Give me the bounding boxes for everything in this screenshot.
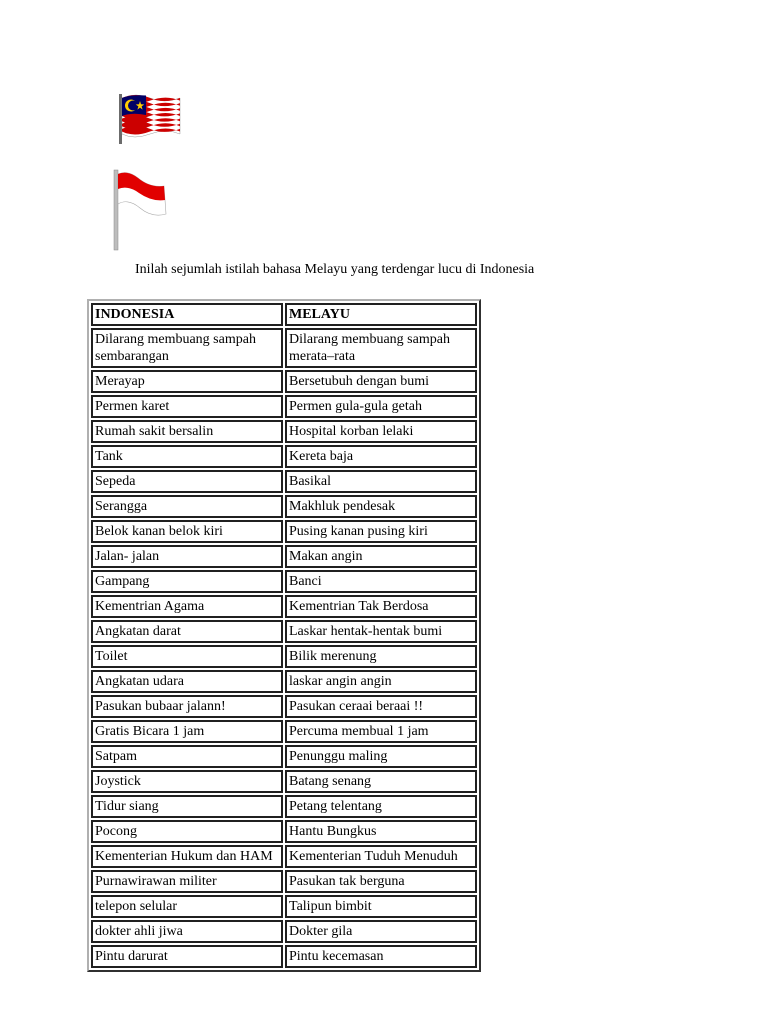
table-row <box>91 645 477 668</box>
cell-melayu: Pasukan ceraai beraai !! <box>285 695 477 718</box>
table-row <box>91 770 477 793</box>
cell-indonesia: dokter ahli jiwa <box>91 920 283 943</box>
terms-table <box>87 299 481 972</box>
cell-indonesia: Kementrian Agama <box>91 595 283 618</box>
malaysia-flag-cloth <box>122 95 180 137</box>
cell-indonesia: Pintu darurat <box>91 945 283 968</box>
table-header-row <box>91 303 477 326</box>
table-row <box>91 670 477 693</box>
cell-melayu: Bilik merenung <box>285 645 477 668</box>
table-row <box>91 720 477 743</box>
table-row <box>91 795 477 818</box>
table-row <box>91 545 477 568</box>
cell-indonesia: Sepeda <box>91 470 283 493</box>
cell-melayu: Pintu kecemasan <box>285 945 477 968</box>
table-row <box>91 870 477 893</box>
table-row <box>91 470 477 493</box>
cell-indonesia: Tank <box>91 445 283 468</box>
cell-melayu: Pusing kanan pusing kiri <box>285 520 477 543</box>
table-row <box>91 520 477 543</box>
table-row <box>91 420 477 443</box>
cell-indonesia: Angkatan darat <box>91 620 283 643</box>
table-row <box>91 395 477 418</box>
table-row <box>91 695 477 718</box>
header-indonesia: INDONESIA <box>91 303 283 326</box>
table-row <box>91 945 477 968</box>
cell-melayu: Makan angin <box>285 545 477 568</box>
table-row <box>91 895 477 918</box>
cell-melayu: Makhluk pendesak <box>285 495 477 518</box>
cell-indonesia: Belok kanan belok kiri <box>91 520 283 543</box>
cell-melayu: Petang telentang <box>285 795 477 818</box>
indonesia-flag-cloth <box>118 173 166 215</box>
cell-indonesia: Dilarang membuang sampah sembarangan <box>91 328 283 368</box>
cell-melayu: Batang senang <box>285 770 477 793</box>
table-row <box>91 820 477 843</box>
table-row <box>91 595 477 618</box>
cell-melayu: Permen gula-gula getah <box>285 395 477 418</box>
cell-melayu: Banci <box>285 570 477 593</box>
cell-melayu: Hantu Bungkus <box>285 820 477 843</box>
cell-indonesia: Permen karet <box>91 395 283 418</box>
cell-melayu: Basikal <box>285 470 477 493</box>
cell-indonesia: telepon selular <box>91 895 283 918</box>
cell-melayu: Kementerian Tuduh Menuduh <box>285 845 477 868</box>
cell-indonesia: Rumah sakit bersalin <box>91 420 283 443</box>
table-row <box>91 570 477 593</box>
table-row <box>91 745 477 768</box>
cell-melayu: Talipun bimbit <box>285 895 477 918</box>
cell-indonesia: Merayap <box>91 370 283 393</box>
cell-indonesia: Serangga <box>91 495 283 518</box>
cell-melayu: Bersetubuh dengan bumi <box>285 370 477 393</box>
table-row <box>91 920 477 943</box>
cell-indonesia: Tidur siang <box>91 795 283 818</box>
table-row <box>91 445 477 468</box>
cell-indonesia: Gampang <box>91 570 283 593</box>
cell-melayu: laskar angin angin <box>285 670 477 693</box>
table-row <box>91 370 477 393</box>
cell-indonesia: Joystick <box>91 770 283 793</box>
cell-melayu: Percuma membual 1 jam <box>285 720 477 743</box>
table-row <box>91 620 477 643</box>
cell-indonesia: Angkatan udara <box>91 670 283 693</box>
cell-indonesia: Jalan- jalan <box>91 545 283 568</box>
cell-melayu: Penunggu maling <box>285 745 477 768</box>
table-row <box>91 328 477 368</box>
header-melayu: MELAYU <box>285 303 477 326</box>
table-row <box>91 495 477 518</box>
indonesia-flag-image <box>106 168 172 252</box>
cell-melayu: Hospital korban lelaki <box>285 420 477 443</box>
cell-indonesia: Purnawirawan militer <box>91 870 283 893</box>
table-body <box>91 328 477 968</box>
table-row <box>91 845 477 868</box>
cell-indonesia: Pasukan bubaar jalann! <box>91 695 283 718</box>
cell-melayu: Kereta baja <box>285 445 477 468</box>
malaysia-flag-image <box>116 92 184 144</box>
intro-text: Inilah sejumlah istilah bahasa Melayu yang terdengar lucu di Indonesia <box>135 262 535 277</box>
cell-melayu: Laskar hentak-hentak bumi <box>285 620 477 643</box>
cell-indonesia: Toilet <box>91 645 283 668</box>
cell-indonesia: Satpam <box>91 745 283 768</box>
cell-indonesia: Gratis Bicara 1 jam <box>91 720 283 743</box>
cell-melayu: Dokter gila <box>285 920 477 943</box>
cell-melayu: Pasukan tak berguna <box>285 870 477 893</box>
cell-melayu: Dilarang membuang sampah merata–rata <box>285 328 477 368</box>
cell-indonesia: Kementerian Hukum dan HAM <box>91 845 283 868</box>
cell-indonesia: Pocong <box>91 820 283 843</box>
cell-melayu: Kementrian Tak Berdosa <box>285 595 477 618</box>
